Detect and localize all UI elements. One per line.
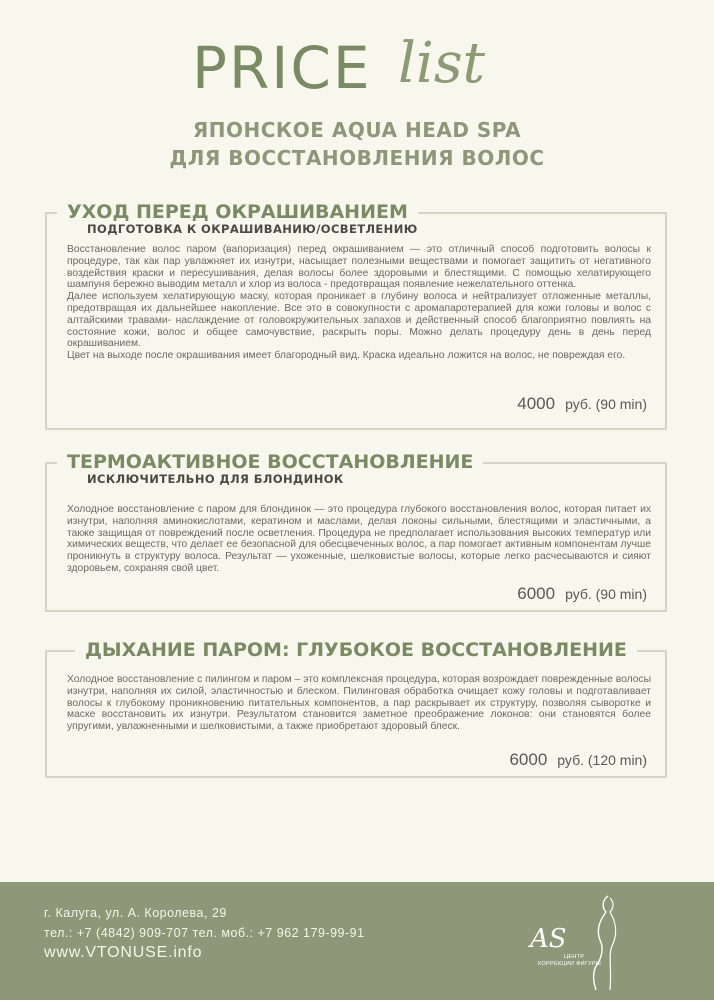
logo-letters: AS (530, 924, 567, 954)
price-unit: руб. (90 min) (565, 586, 647, 602)
price-unit: руб. (90 min) (565, 396, 647, 412)
service-card-steam-breathing (45, 639, 667, 778)
service-price (517, 584, 647, 604)
price-amount: 4000 (517, 394, 556, 413)
logo-caption: КОРРЕКЦИИ ФИГУРЫ (538, 961, 602, 967)
page-subtitle-1: ЯПОНСКОЕ AQUA HEAD SPA (192, 118, 522, 142)
description-paragraph: Холодное восстановление с пилингом и паром – это комплексная процедура, которая возрождает поврежденные волосы изнутри, наполняя их силой, эластичностью и блеском. Пилинговая обработка очищает кожу головы и подготавливает волосы к глубокому проникновению питательных компонентов, а пар раскрывает их структуру, позволяя сыворотке и маске восстановить их изнутри. Результатом становится заметное преображение локонов: они становятся более упругими, увлажненными и шелковистыми, а также приобретают здоровый блеск. (67, 674, 651, 733)
price-unit: руб. (120 min) (557, 752, 647, 768)
service-card-thermoactive (45, 451, 667, 612)
list-script-word: list (398, 31, 486, 96)
service-price (517, 394, 647, 414)
description-paragraph: Далее используем хелатирующую маску, которая проникает в глубину волоса и нейтрализует отложенные металлы, предотвращая их дальнейшее накопление. Все это в совокупности с аромапаротерапией для кожи головы и волос с алтайскими травами- наслаждение от головокружительных запахов и действенный способ благоприятно повлиять на состояние кожи, волос и общее самочувствие, раскрыть поры. Можно делать процедуру день в день перед окрашиванием. (67, 291, 651, 350)
price-amount: 6000 (517, 584, 556, 603)
website-link[interactable]: www.VTONUSE.info (44, 944, 203, 961)
service-description (67, 244, 651, 362)
description-paragraph: Холодное восстановление с паром для блондинок — это процедура глубокого восстановления волос, которая питает их изнутри, наполняя аминокислотами, кератином и маслами, делая локоны сильными, блестящими и эластичными, а также защищая от повреждений после осветления. Процедура не предполагает использования высоких температур или химических веществ, что делает ее безопасной для обесцвеченных волос, а пар помогает активным компонентам лучше проникнуть в структуру волоса. Результат — ухоженные, шелковистые волосы, которые легко расчесываются и сияют здоровьем, сохраняя свой цвет. (67, 504, 651, 574)
service-subtitle: ПОДГОТОВКА К ОКРАШИВАНИЮ/ОСВЕТЛЕНИЮ (87, 222, 418, 236)
service-description (67, 504, 651, 575)
page-subtitle-2: ДЛЯ ВОССТАНОВЛЕНИЯ ВОЛОС (169, 146, 545, 170)
address: г. Калуга, ул. А. Королева, 29 (44, 906, 227, 920)
description-paragraph: Цвет на выходе после окрашивания имеет благородный вид. Краска идеально ложится на волос, не повреждая его. (67, 350, 626, 362)
price-amount: 6000 (509, 750, 548, 769)
service-title: ТЕРМОАКТИВНОЕ ВОССТАНОВЛЕНИЕ (57, 451, 483, 473)
phone-numbers: тел.: +7 (4842) 909-707 тел. моб.: +7 962 179-99-91 (44, 926, 365, 940)
service-description (67, 674, 651, 733)
service-title: ДЫХАНИЕ ПАРОМ: ГЛУБОКОЕ ВОССТАНОВЛЕНИЕ (75, 639, 637, 661)
service-title: УХОД ПЕРЕД ОКРАШИВАНИЕМ (57, 201, 418, 223)
price-list-title: PRICE (192, 34, 372, 102)
logo-caption: ЦЕНТР (564, 954, 585, 960)
service-price (509, 750, 647, 770)
footer (0, 882, 714, 1000)
description-paragraph: Восстановление волос паром (вапоризация) перед окрашиванием — это отличный способ подготовить волосы к процедуре, так как пар увлажняет их изнутри, насыщает полезными веществами и помогает защитить от негативного воздействия краски и пересушивания, делая волосы более здоровыми и блестящими. С помощью хелатирующего шампуня бережно выводим металл и хлор из волоса - предотвращая появление нежелательного оттенка. (67, 244, 651, 291)
center-logo (530, 890, 630, 994)
service-subtitle: ИСКЛЮЧИТЕЛЬНО ДЛЯ БЛОНДИНОК (87, 472, 344, 486)
service-card-pre-coloring (45, 201, 667, 430)
header (0, 0, 714, 200)
